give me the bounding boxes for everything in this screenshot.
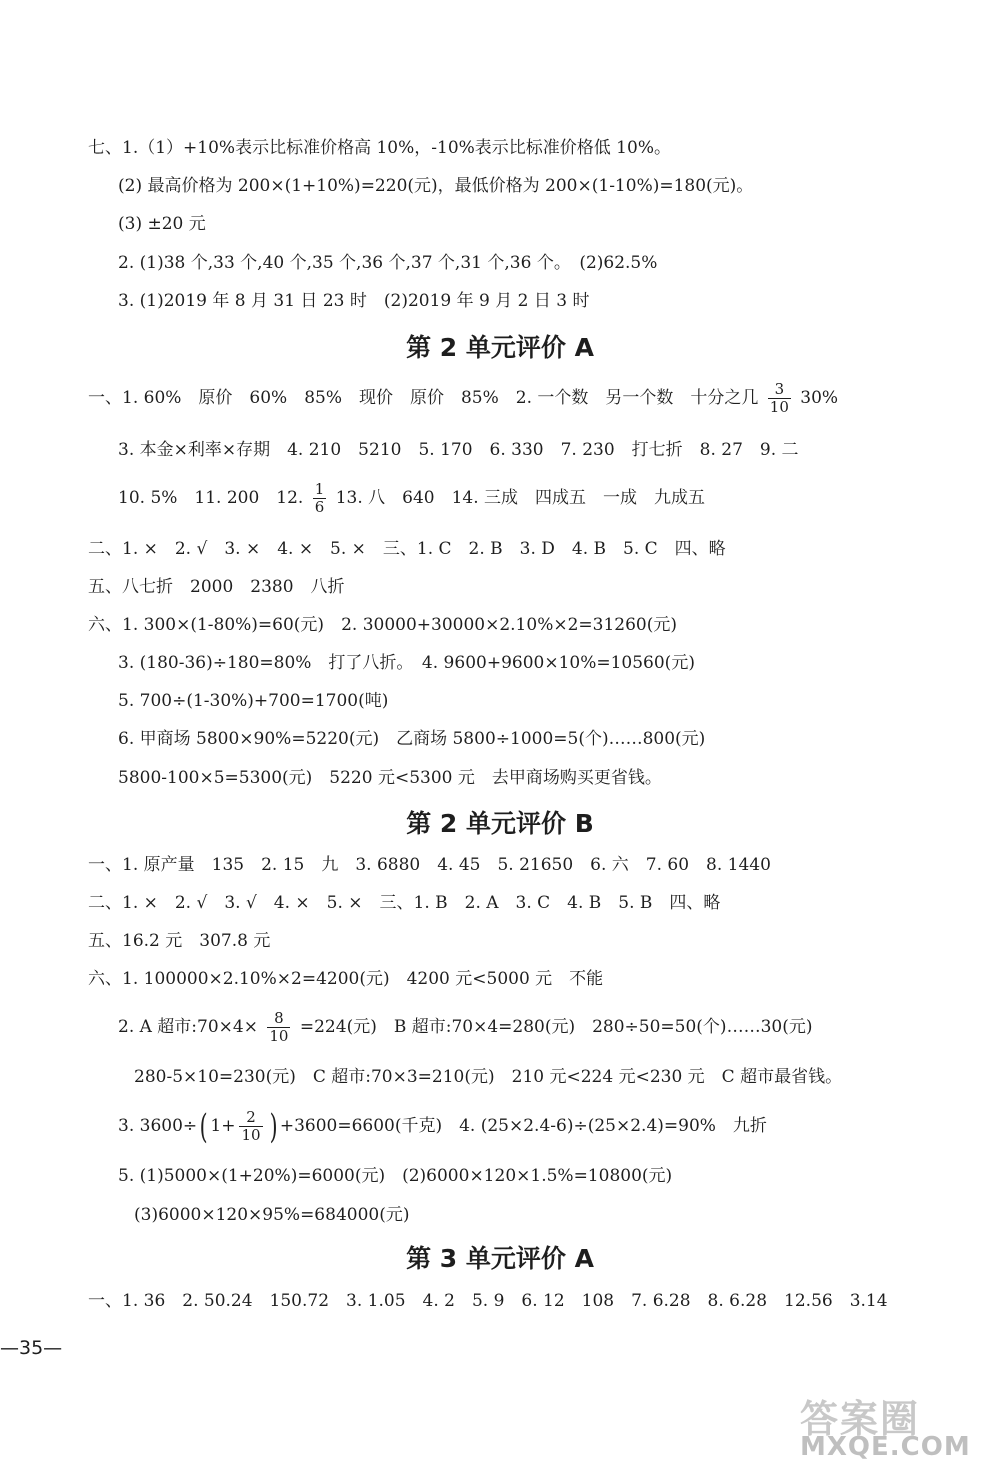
unit2b-q6-2-text-b: =224(元) B 超市:70×4=280(元) 280÷50=50(个)……30(元)	[299, 1017, 813, 1037]
fraction-denominator: 10	[241, 1126, 261, 1144]
unit2b-q6-2-text-a: 2. A 超市:70×4×	[118, 1017, 258, 1037]
watermark-url: MXQE.COM	[800, 1432, 971, 1462]
fraction-numerator: 1	[314, 480, 325, 498]
unit2b-q6-5b: (3)6000×120×95%=684000(元)	[134, 1205, 410, 1225]
unit2b-q6-5a: 5. (1)5000×(1+20%)=6000(元) (2)6000×120×1.5%=10800(元)	[118, 1166, 673, 1186]
unit2a-q6-5: 5. 700÷(1-30%)+700=1700(吨)	[118, 691, 389, 711]
unit2b-q1: 一、1. 原产量 135 2. 15 九 3. 6880 4. 45 5. 21650 6. 六 7. 60 8. 1440	[88, 855, 771, 875]
unit2b-q6-3-text-b: +3600=6600(千克) 4. (25×2.4-6)÷(25×2.4)=90% 九折	[279, 1116, 767, 1136]
unit2a-title: 第 2 单元评价 A	[406, 333, 594, 362]
unit2a-q2-q3-q4: 二、1. × 2. √ 3. × 4. × 5. × 三、1. C 2. B 3. D 4. B 5. C 四、略	[88, 539, 726, 559]
unit2a-q1-line-2: 3. 本金×利率×存期 4. 210 5210 5. 170 6. 330 7. 230 打七折 8. 27 9. 二	[118, 440, 799, 460]
unit2a-q6-6b: 5800-100×5=5300(元) 5220 元<5300 元 去甲商场购买更省钱。	[118, 768, 662, 788]
page-number: —35—	[0, 1337, 63, 1359]
unit2a-q6-1: 六、1. 300×(1-80%)=60(元) 2. 30000+30000×2.10%×2=31260(元)	[88, 615, 677, 635]
fraction-numerator: 3	[768, 381, 791, 399]
unit2a-q1-line-1	[88, 378, 838, 418]
fraction-numerator: 2	[239, 1109, 262, 1127]
sec7-line-2: (2) 最高价格为 200×(1+10%)=220(元)，最低价格为 200×(1-10%)=180(元)。	[118, 176, 754, 196]
unit2b-q6-3	[118, 1106, 767, 1146]
sec7-line-5: 3. (1)2019 年 8 月 31 日 23 时 (2)2019 年 9 月 2 日 3 时	[118, 291, 590, 311]
unit2a-q1-line-3	[118, 478, 705, 518]
fraction-numerator: 8	[267, 1010, 290, 1028]
unit2a-q5: 五、八七折 2000 2380 八折	[88, 577, 345, 597]
unit2a-q6-3: 3. (180-36)÷180=80% 打了八折。 4. 9600+9600×10%=10560(元)	[118, 653, 695, 673]
big-close-paren: )	[269, 1106, 278, 1147]
sec7-line-4: 2. (1)38 个,33 个,40 个,35 个,36 个,37 个,31 个,36 个。 (2)62.5%	[118, 253, 658, 273]
sec7-line-3: (3) ±20 元	[118, 214, 206, 234]
fraction-denominator: 10	[769, 398, 789, 416]
fraction-8-10	[267, 1010, 290, 1045]
unit2b-q2-q3-q4: 二、1. × 2. √ 3. √ 4. × 5. × 三、1. B 2. A 3. C 4. B 5. B 四、略	[88, 893, 721, 913]
unit2a-q1-text-b: 30%	[800, 388, 839, 408]
unit3a-q1: 一、1. 36 2. 50.24 150.72 3. 1.05 4. 2 5. 9 6. 12 108 7. 6.28 8. 6.28 12.56 3.14	[88, 1291, 888, 1311]
fraction-1-6	[313, 481, 327, 516]
unit2b-q6-2a	[118, 1007, 812, 1047]
unit2a-q1-line3-text-a: 10. 5% 11. 200 12.	[118, 488, 304, 508]
big-open-paren: (	[199, 1106, 208, 1147]
unit2a-q1-line3-text-b: 13. 八 640 14. 三成 四成五 一成 九成五	[335, 488, 706, 508]
sec7-line-1: 七、1.（1）+10%表示比标准价格高 10%，-10%表示比标准价格低 10%。	[88, 138, 671, 158]
fraction-denominator: 10	[269, 1027, 289, 1045]
unit2b-title: 第 2 单元评价 B	[406, 809, 594, 838]
unit2b-q6-1: 六、1. 100000×2.10%×2=4200(元) 4200 元<5000 元 不能	[88, 969, 604, 989]
unit2b-q6-3-text-a: 3. 3600÷	[118, 1116, 198, 1136]
unit2a-q6-6a: 6. 甲商场 5800×90%=5220(元) 乙商场 5800÷1000=5(个)……800(元)	[118, 729, 706, 749]
fraction-2-10	[239, 1109, 262, 1144]
unit2b-q6-3-text-mid: 1+	[210, 1116, 236, 1136]
unit2b-q6-2c: 280-5×10=230(元) C 超市:70×3=210(元) 210 元<224 元<230 元 C 超市最省钱。	[134, 1067, 843, 1087]
unit3a-title: 第 3 单元评价 A	[406, 1244, 594, 1273]
unit2a-q1-text-a: 一、1. 60% 原价 60% 85% 现价 原价 85% 2. 一个数 另一个数 十分之几	[88, 388, 759, 408]
fraction-denominator: 6	[314, 498, 325, 516]
watermark-logo: 答案圈	[800, 1397, 921, 1441]
unit2b-q5: 五、16.2 元 307.8 元	[88, 931, 271, 951]
fraction-3-10	[768, 381, 791, 416]
